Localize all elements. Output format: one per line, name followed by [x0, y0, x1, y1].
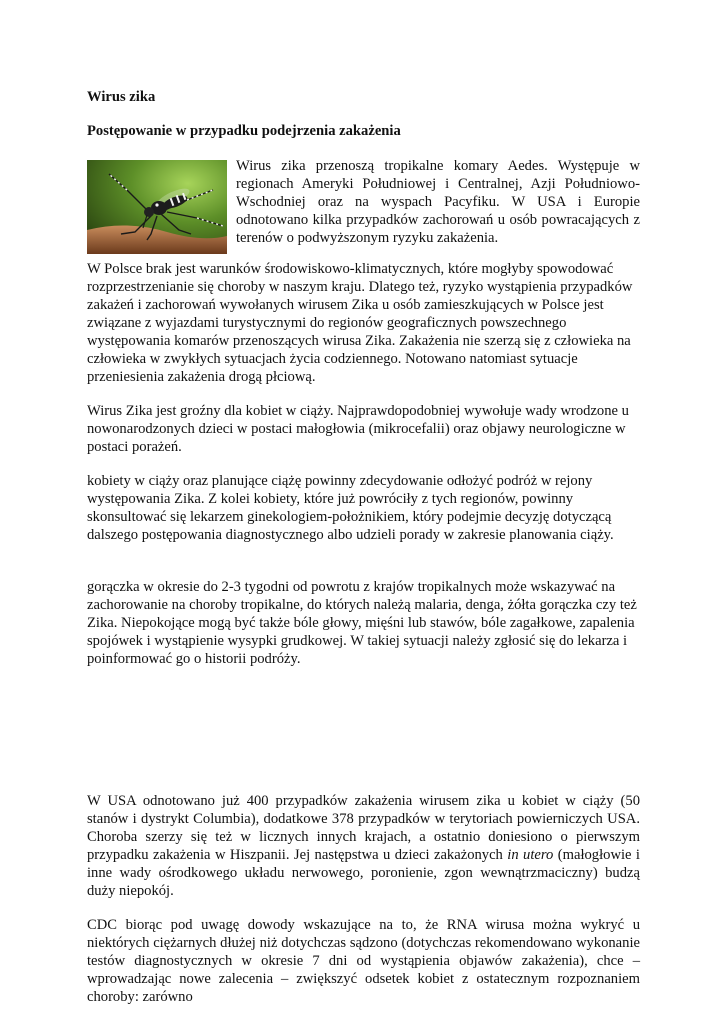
- paragraph-fever-symptoms: gorączka w okresie do 2-3 tygodni od powrotu z krajów tropikalnych może wskazywać na zachorowanie na choroby tropikalne, do których należą malaria, denga, żółta gorączka czy też Zika. Niepokojące mogą być także bóle głowy, mięśni lub stawów, bóle zagałkowe, zapalenia spojówek i wystąpienie wysypki grudkowej. W takiej sytuacji należy zgłosić się do lekarza i poinformować go o historii podróży.: [87, 579, 637, 667]
- paragraph-poland-risk: W Polsce brak jest warunków środowiskowo-klimatycznych, które mogłyby spowodować rozprzestrzenianie się choroby w naszym kraju. Dlatego też, ryzyko wystąpienia przypadków zakażeń i zachorowań wywołanych wirusem Zika u osób zamieszkujących w Polsce jest związane z wyjazdami turystycznymi do regionów geograficznych powszechnego występowania komarów przenoszących wirusa Zika. Zakażenia nie szerzą się z człowieka na człowieka w zwykłych sytuacjach życia codziennego. Notowano natomiast sytuacje przeniesienia zakażenia drogą płciową.: [87, 261, 633, 385]
- mosquito-illustration: [87, 160, 227, 254]
- paragraph-usa-cases: [87, 792, 640, 900]
- paragraph-pregnant-women-advice: kobiety w ciąży oraz planujące ciążę powinny zdecydowanie odłożyć podróż w rejony występowania Zika. Z kolei kobiety, które już powróciły z tych regionów, powinny skonsultować się lekarzem ginekologiem-położnikiem, który podejmie decyzję dotyczącą dalszego postępowania diagnostycznego albo udzieli porady w zakresie planowania ciąży.: [87, 473, 614, 543]
- document-subtitle: Postępowanie w przypadku podejrzenia zakażenia: [87, 123, 401, 139]
- paragraph-cdc-recommendations: CDC biorąc pod uwagę dowody wskazujące na to, że RNA wirusa można wykryć u niektórych ciężarnych dłużej niż dotychczas sądzono (dotychczas rekomendowano wykonanie testów diagnostycznych w okresie 7 dni od wystąpienia objawów zakażenia), chce – wprowadzając nowe zalecenia – zwiększyć odsetek kobiet z ostatecznym rozpoznaniem choroby: zarówno: [87, 917, 640, 1005]
- paragraph-pregnancy-danger: Wirus Zika jest groźny dla kobiet w ciąży. Najprawdopodobniej wywołuje wady wrodzone u nowonarodzonych dzieci w postaci małogłowia (mikrocefalii) oraz objawy neurologiczne w postaci porażeń.: [87, 403, 629, 455]
- usa-text-part-1: W USA odnotowano już 400 przypadków zakażenia wirusem zika u kobiet w ciąży (50 stanów i dystrykt Columbia), dodatkowe 378 przypadków w terytoriach powierniczych USA. Choroba szerzy się też w licznych innych krajach, a ostatnio doniesiono o pierwszym przypadku zakażenia w Hiszpanii. Jej następstwa u dzieci zakażonych: [87, 793, 640, 863]
- mosquito-photo: [87, 160, 227, 254]
- usa-text-part-2: (małogłowie i inne wady ośrodkowego układu nerwowego, poronienie, zgon wewnątrzmaciczny) budzą duży niepokój.: [87, 847, 640, 899]
- usa-italic-term: in utero: [507, 847, 554, 863]
- document-title: Wirus zika: [87, 89, 156, 105]
- document-page: [87, 88, 640, 1006]
- intro-paragraph: Wirus zika przenoszą tropikalne komary Aedes. Występuje w regionach Ameryki Południowej i Centralnej, Azji Południowo-Wschodniej oraz na wyspach Pacyfiku. W USA i Europie odnotowano kilka przypadków zachorowań u osób powracających z terenów o podwyższonym ryzyku zakażenia.: [236, 158, 640, 246]
- intro-section: [87, 157, 640, 254]
